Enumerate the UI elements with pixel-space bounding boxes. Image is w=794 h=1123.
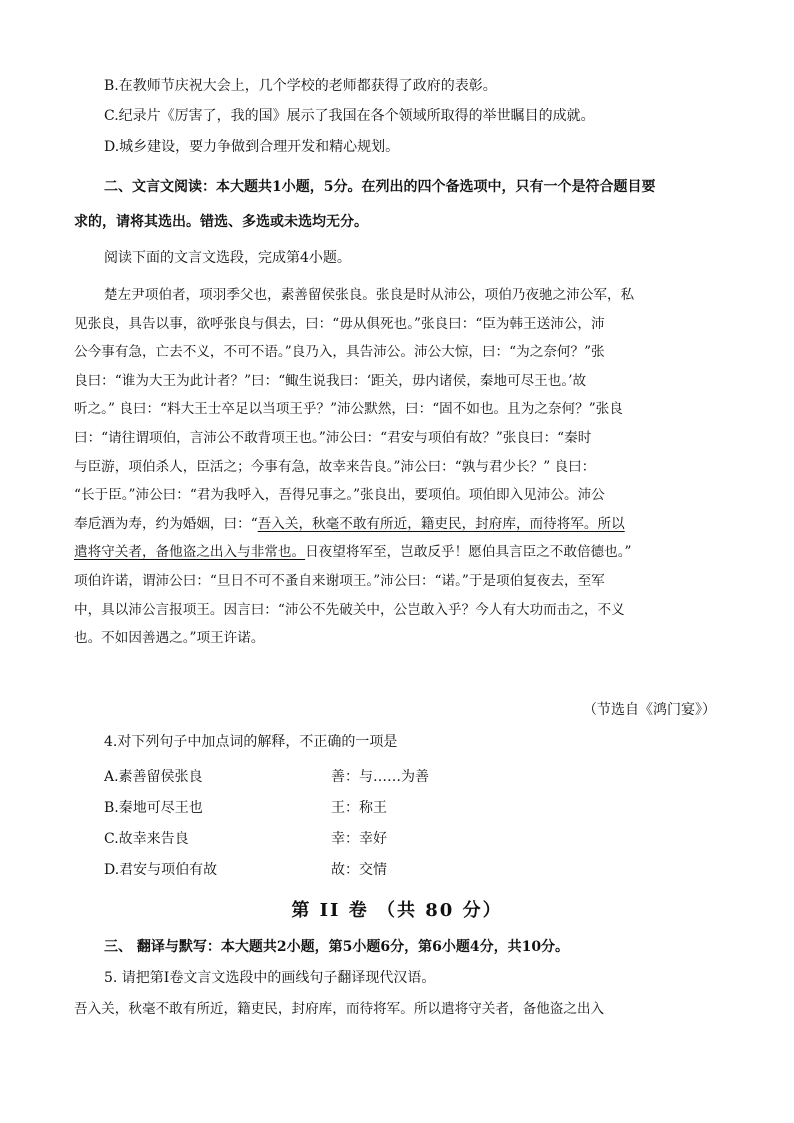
passage-line: 也。不如因善遇之。”项王许诺。 <box>74 630 265 647</box>
underlined-sentence: 遣将守关者，备他盗之出入与非常也。 <box>74 544 306 561</box>
q4-option-a-gloss: 善：与……为善 <box>331 769 429 785</box>
section2-heading-line2: 求的，请将其选出。错选、多选或未选均无分。 <box>74 214 368 230</box>
q4-option-c-gloss: 幸：幸好 <box>331 831 387 847</box>
passage-text: 日夜望将军至，岂敢反乎！愿伯具言臣之不敢倍德也。” <box>305 544 632 561</box>
q4-option-b: B.秦地可尽王也 <box>104 800 203 816</box>
passage-line: 与臣游，项伯杀人，臣活之；今事有急，故幸来告良。”沛公曰：“孰与君少长？” 良曰： <box>74 458 596 475</box>
q4-option-d-gloss: 故：交情 <box>331 862 387 878</box>
q5-stem: 5. 请把第I卷文言文选段中的画线句子翻译现代汉语。 <box>104 970 436 986</box>
passage-line: 中，具以沛公言报项王。因言曰：“沛公不先破关中，公岂敢入乎？今人有大功而击之，不义 <box>74 601 625 618</box>
underlined-sentence: 吾入关，秋毫不敢有所近，籍吏民，封府库，而待将军。所以 <box>257 515 625 532</box>
q4-option-b-gloss: 王：称王 <box>331 800 387 816</box>
q5-sentence: 吾入关，秋毫不敢有所近，籍吏民，封府库，而待将军。所以遣将守关者，备他盗之出入 <box>74 1001 605 1017</box>
passage-line-underlined <box>74 538 726 567</box>
part2-title: 第 II 卷 （共 80 分） <box>291 900 503 921</box>
classical-passage <box>74 281 726 653</box>
passage-line-underlined <box>74 510 726 539</box>
section3-heading: 三、 翻译与默写：本大题共2小题，第5小题6分，第6小题4分，共10分。 <box>104 939 570 955</box>
passage-line: 曰：“请往谓项伯，言沛公不敢背项王也。”沛公曰：“君安与项伯有故？”张良曰：“秦时 <box>74 429 592 446</box>
passage-line: 良曰：“谁为大王为此计者？”曰：“鲰生说我曰：‘距关，毋内诸侯，秦地可尽王也。’故 <box>74 372 587 389</box>
passage-line: 公今事有急，亡去不义，不可不语。”良乃入，具告沛公。沛公大惊，曰：“为之奈何？”张 <box>74 344 605 361</box>
passage-text: 奉卮酒为寿，约为婚姻，曰：“ <box>74 515 258 532</box>
passage-line: 听之。” 良曰：“料大王士卒足以当项王乎？”沛公默然，曰：“固不如也。且为之奈何？”张良 <box>74 401 623 418</box>
q3-option-c: C.纪录片《厉害了，我的国》展示了我国在各个领域所取得的举世瞩目的成就。 <box>104 108 595 124</box>
q4-option-a: A.素善留侯张良 <box>104 769 203 785</box>
passage-line: “长于臣。”沛公曰：“君为我呼入，吾得兄事之。”张良出，要项伯。项伯即入见沛公。沛公 <box>74 487 605 504</box>
passage-source: （节选自《鸿门宴》） <box>583 702 716 718</box>
section2-instruction: 阅读下面的文言文选段，完成第4小题。 <box>104 250 351 266</box>
q3-option-d: D.城乡建设，要力争做到合理开发和精心规划。 <box>104 139 400 155</box>
q4-option-d: D.君安与项伯有故 <box>104 862 218 878</box>
passage-line: 楚左尹项伯者，项羽季父也，素善留侯张良。张良是时从沛公，项伯乃夜驰之沛公军，私 <box>104 287 635 303</box>
q4-stem: 4.对下列句子中加点词的解释，不正确的一项是 <box>104 734 398 750</box>
section2-heading-line1: 二、文言文阅读：本大题共1小题，5分。在列出的四个备选项中，只有一个是符合题目要 <box>104 179 656 195</box>
q3-option-b: B.在教师节庆祝大会上，几个学校的老师都获得了政府的表彰。 <box>104 78 497 94</box>
q4-option-c: C.故幸来告良 <box>104 831 189 847</box>
passage-line: 项伯许诺，谓沛公曰：“旦日不可不蚤自来谢项王。”沛公曰：“诺。”于是项伯复夜去，至军 <box>74 572 605 589</box>
passage-line: 见张良，具告以事，欲呼张良与俱去，曰：“毋从俱死也。”张良曰：“臣为韩王送沛公，沛 <box>74 315 605 332</box>
